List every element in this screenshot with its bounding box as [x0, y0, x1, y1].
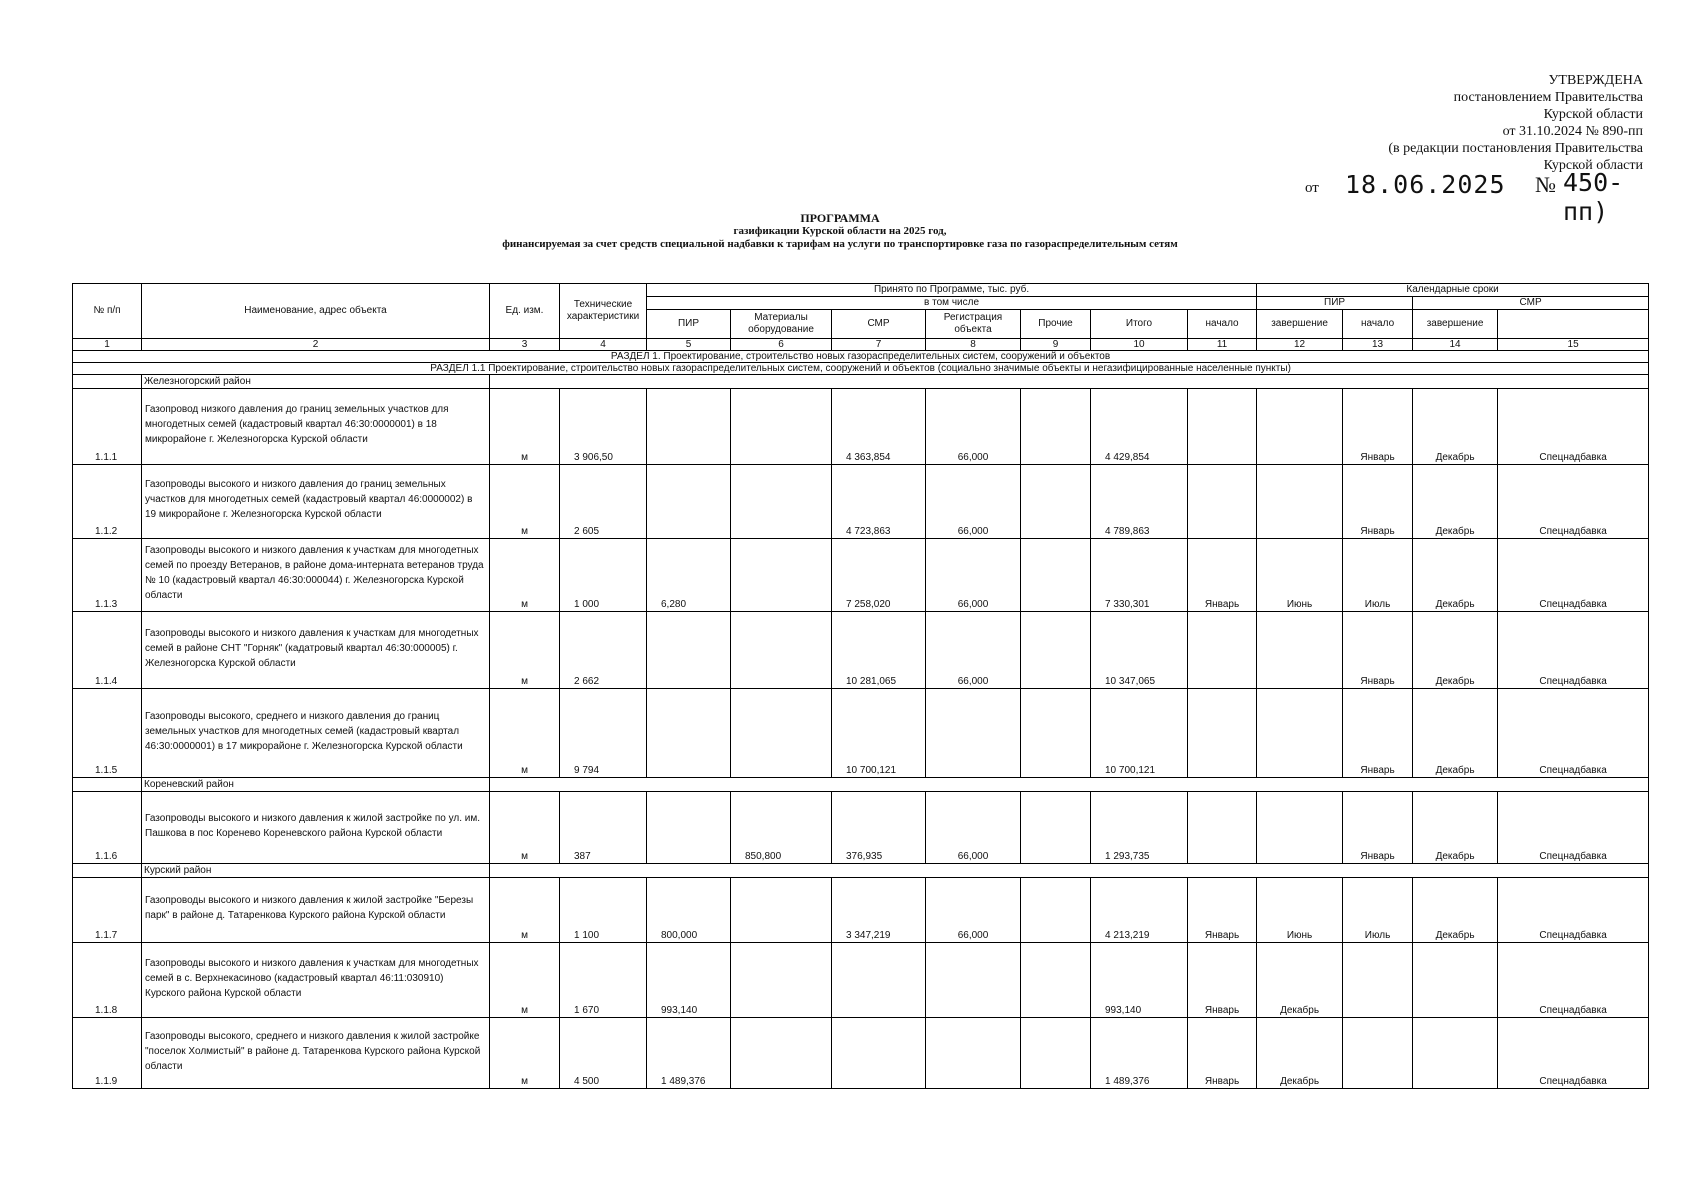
pir-amount-cell: 993,140: [647, 943, 731, 1018]
header-name: Наименование, адрес объекта: [142, 284, 490, 339]
row-number: 1.1.7: [73, 878, 142, 943]
title-line-3: финансируемая за счет средств специальной надбавки к тарифам на услуги по транспортировке газа по газораспределительным сетям: [502, 238, 1178, 250]
smr-start-cell: Январь: [1343, 612, 1413, 689]
column-number: 11: [1188, 339, 1257, 351]
registration-amount-cell: [926, 943, 1021, 1018]
pir-amount-cell: [647, 612, 731, 689]
table-row: [73, 389, 1649, 465]
total-amount-cell: 4 429,854: [1091, 389, 1188, 465]
section-row: [73, 351, 1649, 363]
table-row: [73, 689, 1649, 778]
column-number: 12: [1257, 339, 1343, 351]
column-number: 1: [73, 339, 142, 351]
object-name: Газопровод низкого давления до границ земельных участков для многодетных семей (кадастровый квартал 46:30:0000001) в 18 микрорайоне г. Железногорска Курской области: [142, 389, 490, 465]
smr-end-cell: Декабрь: [1413, 539, 1498, 612]
pir-end-cell: [1257, 792, 1343, 864]
column-number: 14: [1413, 339, 1498, 351]
amendment-date-line: [1305, 168, 1657, 226]
smr-amount-cell: [832, 1018, 926, 1089]
materials-amount-cell: [731, 1018, 832, 1089]
total-amount-cell: 993,140: [1091, 943, 1188, 1018]
object-name: Газопроводы высокого и низкого давления к участкам для многодетных семей в районе СНТ "Горняк" (кадатровый квартал 46:30:000005) г. Железногорска Курской области: [142, 612, 490, 689]
source-cell: Спецнадбавка: [1498, 465, 1649, 539]
total-amount-cell: 10 347,065: [1091, 612, 1188, 689]
tech-cell: 1 000: [560, 539, 647, 612]
materials-amount-cell: 850,800: [731, 792, 832, 864]
smr-end-cell: Декабрь: [1413, 878, 1498, 943]
total-amount-cell: 7 330,301: [1091, 539, 1188, 612]
other-amount-cell: [1021, 612, 1091, 689]
materials-amount-cell: [731, 612, 832, 689]
unit-cell: м: [490, 689, 560, 778]
object-name: Газопроводы высокого и низкого давления до границ земельных участков для многодетных семей (кадастровый квартал 46:0000002) в 19 микрорайоне г. Железногорска Курской области: [142, 465, 490, 539]
pir-start-cell: [1188, 612, 1257, 689]
number-prefix: №: [1535, 172, 1556, 197]
smr-amount-cell: 376,935: [832, 792, 926, 864]
smr-end-cell: Декабрь: [1413, 389, 1498, 465]
pir-end-cell: [1257, 612, 1343, 689]
total-amount-cell: 4 789,863: [1091, 465, 1188, 539]
total-amount-cell: 1 489,376: [1091, 1018, 1188, 1089]
header-including: в том числе: [647, 297, 1257, 310]
pir-amount-cell: 1 489,376: [647, 1018, 731, 1089]
document-title: [380, 212, 1300, 251]
other-amount-cell: [1021, 878, 1091, 943]
district-name: Кореневский район: [142, 778, 490, 792]
header-tech: Технические характеристики: [560, 284, 647, 339]
pir-start-cell: [1188, 792, 1257, 864]
pir-start-cell: Январь: [1188, 1018, 1257, 1089]
object-name: Газопроводы высокого, среднего и низкого давления до границ земельных участков для многодетных семей (кадастровый квартал 46:30:0000001) в 17 микрорайоне г. Железногорска Курской области: [142, 689, 490, 778]
header-accepted: Принято по Программе, тыс. руб.: [647, 284, 1257, 297]
row-number: 1.1.8: [73, 943, 142, 1018]
title-line-2: газификации Курской области на 2025 год,: [733, 225, 947, 237]
smr-start-cell: Июль: [1343, 878, 1413, 943]
district-spacer-cell: [73, 778, 142, 792]
materials-amount-cell: [731, 689, 832, 778]
approval-line: Курской области: [1543, 107, 1643, 122]
amendment-number: 450-пп): [1563, 168, 1624, 226]
district-spacer-cell: [490, 864, 1649, 878]
other-amount-cell: [1021, 792, 1091, 864]
tech-cell: 1 100: [560, 878, 647, 943]
district-row: [73, 375, 1649, 389]
header-cal-smr: СМР: [1413, 297, 1649, 310]
district-row: [73, 778, 1649, 792]
column-number: 13: [1343, 339, 1413, 351]
pir-amount-cell: [647, 465, 731, 539]
registration-amount-cell: 66,000: [926, 792, 1021, 864]
object-name: Газопроводы высокого и низкого давления к участкам для многодетных семей в с. Верхнекасиново (кадастровый квартал 46:11:030910) Курского района Курской области: [142, 943, 490, 1018]
header-cal-pir: ПИР: [1257, 297, 1413, 310]
tech-cell: 387: [560, 792, 647, 864]
column-number: 15: [1498, 339, 1649, 351]
pir-end-cell: Июнь: [1257, 539, 1343, 612]
smr-end-cell: Декабрь: [1413, 792, 1498, 864]
tech-cell: 9 794: [560, 689, 647, 778]
table-row: [73, 878, 1649, 943]
column-number: 2: [142, 339, 490, 351]
row-number: 1.1.2: [73, 465, 142, 539]
column-number: 7: [832, 339, 926, 351]
total-amount-cell: 1 293,735: [1091, 792, 1188, 864]
smr-amount-cell: 3 347,219: [832, 878, 926, 943]
header-num: № п/п: [73, 284, 142, 339]
unit-cell: м: [490, 539, 560, 612]
pir-amount-cell: 6,280: [647, 539, 731, 612]
smr-amount-cell: 4 363,854: [832, 389, 926, 465]
pir-start-cell: [1188, 389, 1257, 465]
table-row: [73, 792, 1649, 864]
registration-amount-cell: [926, 1018, 1021, 1089]
unit-cell: м: [490, 612, 560, 689]
header-total: Итого: [1091, 310, 1188, 339]
section-1-heading: РАЗДЕЛ 1. Проектирование, строительство новых газораспределительных систем, сооружений и объектов: [73, 351, 1649, 363]
pir-start-cell: [1188, 465, 1257, 539]
materials-amount-cell: [731, 539, 832, 612]
title-line-1: ПРОГРАММА: [800, 211, 880, 225]
source-cell: Спецнадбавка: [1498, 689, 1649, 778]
smr-start-cell: Июль: [1343, 539, 1413, 612]
materials-amount-cell: [731, 943, 832, 1018]
district-row: [73, 864, 1649, 878]
header-smr-end: завершение: [1413, 310, 1498, 339]
smr-end-cell: Декабрь: [1413, 465, 1498, 539]
header-unit: Ед. изм.: [490, 284, 560, 339]
pir-end-cell: Июнь: [1257, 878, 1343, 943]
header-materials: Материалы оборудование: [731, 310, 832, 339]
pir-start-cell: [1188, 689, 1257, 778]
materials-amount-cell: [731, 389, 832, 465]
smr-end-cell: Декабрь: [1413, 612, 1498, 689]
row-number: 1.1.9: [73, 1018, 142, 1089]
pir-amount-cell: [647, 792, 731, 864]
unit-cell: м: [490, 878, 560, 943]
object-name: Газопроводы высокого, среднего и низкого давления к жилой застройке "поселок Холмистый" в районе д. Татаренкова Курского района Курской области: [142, 1018, 490, 1089]
header-registration: Регистрация объекта: [926, 310, 1021, 339]
pir-end-cell: Декабрь: [1257, 1018, 1343, 1089]
other-amount-cell: [1021, 389, 1091, 465]
approval-line: от 31.10.2024 № 890-пп: [1502, 124, 1643, 139]
smr-amount-cell: 4 723,863: [832, 465, 926, 539]
smr-start-cell: Январь: [1343, 792, 1413, 864]
total-amount-cell: 4 213,219: [1091, 878, 1188, 943]
table-row: [73, 1018, 1649, 1089]
source-cell: Спецнадбавка: [1498, 943, 1649, 1018]
row-number: 1.1.6: [73, 792, 142, 864]
approval-line: Курской области: [1543, 158, 1643, 173]
row-number: 1.1.5: [73, 689, 142, 778]
district-name: Курский район: [142, 864, 490, 878]
pir-end-cell: Декабрь: [1257, 943, 1343, 1018]
smr-end-cell: Декабрь: [1413, 689, 1498, 778]
program-table: [72, 283, 1649, 1089]
other-amount-cell: [1021, 465, 1091, 539]
smr-end-cell: [1413, 1018, 1498, 1089]
pir-start-cell: Январь: [1188, 878, 1257, 943]
source-cell: Спецнадбавка: [1498, 539, 1649, 612]
smr-start-cell: Январь: [1343, 465, 1413, 539]
unit-cell: м: [490, 465, 560, 539]
object-name: Газопроводы высокого и низкого давления к участкам для многодетных семей по проезду Ветеранов, в районе дома-интерната ветеранов труда № 10 (кадастровый квартал 46:30:000044) г. Железногорска Курской области: [142, 539, 490, 612]
smr-amount-cell: 7 258,020: [832, 539, 926, 612]
smr-start-cell: Январь: [1343, 689, 1413, 778]
registration-amount-cell: 66,000: [926, 389, 1021, 465]
approval-block: [1303, 72, 1643, 174]
total-amount-cell: 10 700,121: [1091, 689, 1188, 778]
tech-cell: 2 662: [560, 612, 647, 689]
column-number: 3: [490, 339, 560, 351]
other-amount-cell: [1021, 539, 1091, 612]
header-pir-end: завершение: [1257, 310, 1343, 339]
smr-amount-cell: 10 281,065: [832, 612, 926, 689]
source-cell: Спецнадбавка: [1498, 612, 1649, 689]
row-number: 1.1.4: [73, 612, 142, 689]
registration-amount-cell: 66,000: [926, 539, 1021, 612]
pir-amount-cell: [647, 689, 731, 778]
pir-amount-cell: [647, 389, 731, 465]
approval-line: (в редакции постановления Правительства: [1388, 141, 1643, 156]
source-cell: Спецнадбавка: [1498, 792, 1649, 864]
unit-cell: м: [490, 1018, 560, 1089]
other-amount-cell: [1021, 689, 1091, 778]
header-pir: ПИР: [647, 310, 731, 339]
pir-end-cell: [1257, 689, 1343, 778]
tech-cell: 3 906,50: [560, 389, 647, 465]
approval-line: УТВЕРЖДЕНА: [1548, 73, 1643, 88]
source-cell: Спецнадбавка: [1498, 389, 1649, 465]
pir-end-cell: [1257, 389, 1343, 465]
registration-amount-cell: [926, 689, 1021, 778]
row-number: 1.1.1: [73, 389, 142, 465]
column-number: 6: [731, 339, 832, 351]
table-row: [73, 465, 1649, 539]
registration-amount-cell: 66,000: [926, 612, 1021, 689]
pir-amount-cell: 800,000: [647, 878, 731, 943]
tech-cell: 4 500: [560, 1018, 647, 1089]
smr-end-cell: [1413, 943, 1498, 1018]
unit-cell: м: [490, 792, 560, 864]
date-prefix: от: [1305, 180, 1319, 196]
object-name: Газопроводы высокого и низкого давления к жилой застройке по ул. им. Пашкова в пос Коренево Кореневского района Курской области: [142, 792, 490, 864]
materials-amount-cell: [731, 465, 832, 539]
smr-amount-cell: 10 700,121: [832, 689, 926, 778]
column-number: 5: [647, 339, 731, 351]
district-spacer-cell: [490, 778, 1649, 792]
tech-cell: 2 605: [560, 465, 647, 539]
materials-amount-cell: [731, 878, 832, 943]
pir-start-cell: Январь: [1188, 943, 1257, 1018]
source-cell: Спецнадбавка: [1498, 1018, 1649, 1089]
registration-amount-cell: 66,000: [926, 878, 1021, 943]
amendment-date: 18.06.2025: [1345, 170, 1506, 199]
column-number: 9: [1021, 339, 1091, 351]
section-1-1-heading: РАЗДЕЛ 1.1 Проектирование, строительство новых газораспределительных систем, сооружений и объектов (социально значимые объекты и негазифицированные населенные пункты): [73, 363, 1649, 375]
header-smr-start: начало: [1343, 310, 1413, 339]
section-row: [73, 363, 1649, 375]
header-smr: СМР: [832, 310, 926, 339]
column-number: 8: [926, 339, 1021, 351]
district-spacer-cell: [490, 375, 1649, 389]
header-calendar: Календарные сроки: [1257, 284, 1649, 297]
smr-start-cell: Январь: [1343, 389, 1413, 465]
column-number: 10: [1091, 339, 1188, 351]
smr-start-cell: [1343, 1018, 1413, 1089]
smr-start-cell: [1343, 943, 1413, 1018]
tech-cell: 1 670: [560, 943, 647, 1018]
source-cell: Спецнадбавка: [1498, 878, 1649, 943]
table-row: [73, 539, 1649, 612]
district-name: Железногорский район: [142, 375, 490, 389]
district-spacer-cell: [73, 375, 142, 389]
unit-cell: м: [490, 389, 560, 465]
header-other: Прочие: [1021, 310, 1091, 339]
pir-end-cell: [1257, 465, 1343, 539]
column-number: 4: [560, 339, 647, 351]
pir-start-cell: Январь: [1188, 539, 1257, 612]
column-number-row: [73, 339, 1649, 351]
header-pir-start: начало: [1188, 310, 1257, 339]
table-row: [73, 612, 1649, 689]
row-number: 1.1.3: [73, 539, 142, 612]
object-name: Газопроводы высокого и низкого давления к жилой застройке "Березы парк" в районе д. Татаренкова Курского района Курской области: [142, 878, 490, 943]
district-spacer-cell: [73, 864, 142, 878]
table-row: [73, 943, 1649, 1018]
unit-cell: м: [490, 943, 560, 1018]
registration-amount-cell: 66,000: [926, 465, 1021, 539]
other-amount-cell: [1021, 943, 1091, 1018]
smr-amount-cell: [832, 943, 926, 1018]
approval-line: постановлением Правительства: [1453, 90, 1643, 105]
other-amount-cell: [1021, 1018, 1091, 1089]
